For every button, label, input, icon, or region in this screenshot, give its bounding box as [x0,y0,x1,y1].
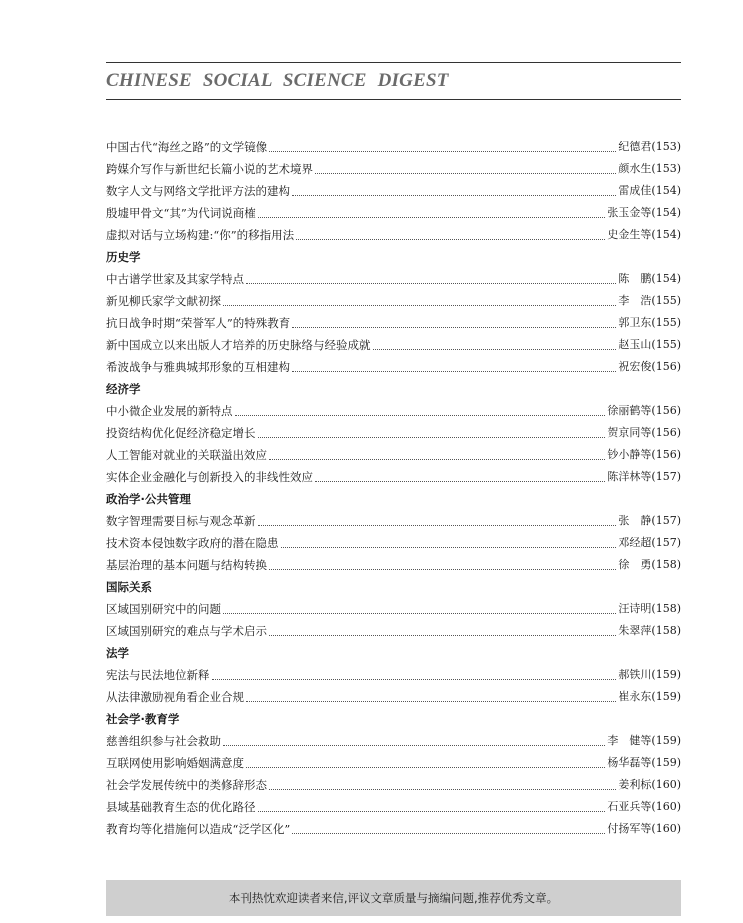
toc-entry[interactable] [106,510,681,532]
toc-entry-title: 教育均等化措施何以造成“泛学区化” [106,822,291,836]
dot-leader [281,547,617,548]
toc-entry[interactable] [106,554,681,576]
toc-entry-title: 社会学发展传统中的类修辞形态 [106,778,267,792]
toc-entry[interactable] [106,158,681,180]
toc-entry-title: 中国古代“海丝之路”的文学镜像 [106,140,268,154]
toc-entry-title: 人工智能对就业的关联溢出效应 [106,448,267,462]
journal-title: CHINESE SOCIAL SCIENCE DIGEST [106,70,449,91]
toc-entry-title: 实体企业金融化与创新投入的非线性效应 [106,470,313,484]
toc-entry-author-page: 陈洋林等(157) [607,470,681,483]
toc-entry-author-page: 雷成佳(154) [618,184,681,197]
toc-entry-title: 新见柳氏家学文献初探 [106,294,221,308]
dot-leader [292,371,616,372]
toc-entry[interactable] [106,290,681,312]
toc-entry-author-page: 史金生等(154) [607,228,681,241]
toc-entry-author-page: 郝铁川(159) [618,668,681,681]
toc-entry-title: 区域国别研究的难点与学术启示 [106,624,267,638]
toc-entry-author-page: 李 浩(155) [618,294,681,307]
toc-entry-title: 基层治理的基本问题与结构转换 [106,558,267,572]
toc-entry[interactable] [106,598,681,620]
toc-entry-title: 新中国成立以来出版人才培养的历史脉络与经验成就 [106,338,371,352]
section-heading: 经济学 [106,382,141,396]
toc-entry[interactable] [106,422,681,444]
toc-entry-title: 互联网使用影响婚姻满意度 [106,756,244,770]
section-heading: 历史学 [106,250,141,264]
toc-entry-author-page: 徐 勇(158) [618,558,681,571]
footer-text: 本刊热忱欢迎读者来信,评议文章质量与摘编问题,推荐优秀文章。 [228,891,559,905]
toc-entry-author-page: 贺京同等(156) [607,426,681,439]
toc-entry-title: 宪法与民法地位新释 [106,668,210,682]
dot-leader [269,151,616,152]
toc-entry[interactable] [106,752,681,774]
toc-entry[interactable] [106,686,681,708]
dot-leader [315,173,616,174]
toc-entry-title: 中古谱学世家及其家学特点 [106,272,244,286]
toc-entry-author-page: 陈 鹏(154) [618,272,681,285]
toc-entry-title: 虚拟对话与立场构建:“你”的移指用法 [106,228,295,242]
toc-entry-author-page: 石亚兵等(160) [607,800,681,813]
toc-entry-author-page: 钞小静等(156) [607,448,681,461]
toc-entry[interactable] [106,532,681,554]
section-heading: 政治学·公共管理 [106,492,191,506]
toc-entry[interactable] [106,444,681,466]
section-heading: 社会学·教育学 [106,712,180,726]
toc-entry[interactable] [106,136,681,158]
toc-entry-author-page: 杨华磊等(159) [607,756,681,769]
dot-leader [246,283,616,284]
page-header [106,62,681,100]
toc-entry-title: 区域国别研究中的问题 [106,602,221,616]
toc-entry-author-page: 崔永东(159) [618,690,681,703]
dot-leader [296,239,605,240]
toc-entry[interactable] [106,730,681,752]
toc-entry-title: 县域基础教育生态的优化路径 [106,800,256,814]
dot-leader [246,701,616,702]
dot-leader [292,195,616,196]
toc-entry-author-page: 徐丽鹤等(156) [607,404,681,417]
toc-entry-title: 从法律激励视角看企业合规 [106,690,244,704]
dot-leader [223,613,616,614]
toc-entry-title: 殷墟甲骨文“其”为代词说商榷 [106,206,256,220]
dot-leader [269,569,616,570]
toc-entry[interactable] [106,774,681,796]
toc-entry-author-page: 姜利标(160) [618,778,681,791]
toc-entry-author-page: 付扬军等(160) [607,822,681,835]
dot-leader [258,811,606,812]
section-heading: 法学 [106,646,129,660]
toc-entry-title: 数字智理需要目标与观念革新 [106,514,256,528]
toc-entry[interactable] [106,466,681,488]
toc-entry[interactable] [106,818,681,840]
toc-entry[interactable] [106,268,681,290]
dot-leader [223,305,616,306]
dot-leader [223,745,605,746]
table-of-contents [106,136,681,840]
footer-notice [106,880,681,916]
toc-entry-title: 抗日战争时期“荣誉军人”的特殊教育 [106,316,291,330]
dot-leader [269,789,616,790]
toc-entry-author-page: 邓经超(157) [618,536,681,549]
toc-entry-author-page: 颜水生(153) [618,162,681,175]
dot-leader [292,327,616,328]
toc-entry[interactable] [106,202,681,224]
toc-entry[interactable] [106,620,681,642]
toc-entry-title: 投资结构优化促经济稳定增长 [106,426,256,440]
toc-entry-author-page: 李 健等(159) [607,734,681,747]
toc-entry-author-page: 赵玉山(155) [618,338,681,351]
dot-leader [315,481,605,482]
section-heading: 国际关系 [106,580,152,594]
toc-entry[interactable] [106,180,681,202]
toc-entry-author-page: 郭卫东(155) [618,316,681,329]
dot-leader [292,833,605,834]
toc-entry-author-page: 张 静(157) [618,514,681,527]
dot-leader [258,217,606,218]
dot-leader [269,459,605,460]
toc-entry[interactable] [106,224,681,246]
toc-entry-author-page: 朱翠萍(158) [618,624,681,637]
toc-entry-title: 慈善组织参与社会救助 [106,734,221,748]
toc-entry-author-page: 张玉金等(154) [607,206,681,219]
dot-leader [269,635,616,636]
toc-entry-author-page: 祝宏俊(156) [618,360,681,373]
toc-entry-title: 技术资本侵蚀数字政府的潜在隐患 [106,536,279,550]
toc-entry-author-page: 汪诗明(158) [618,602,681,615]
dot-leader [235,415,606,416]
toc-entry[interactable] [106,312,681,334]
toc-entry-title: 跨媒介写作与新世纪长篇小说的艺术境界 [106,162,313,176]
toc-entry[interactable] [106,796,681,818]
toc-entry-author-page: 纪德君(153) [618,140,681,153]
dot-leader [258,437,606,438]
dot-leader [373,349,617,350]
toc-entry-title: 数字人文与网络文学批评方法的建构 [106,184,290,198]
toc-entry[interactable] [106,664,681,686]
dot-leader [246,767,605,768]
dot-leader [258,525,617,526]
dot-leader [212,679,617,680]
toc-entry[interactable] [106,356,681,378]
toc-entry[interactable] [106,400,681,422]
toc-entry-title: 中小微企业发展的新特点 [106,404,233,418]
toc-entry[interactable] [106,334,681,356]
toc-entry-title: 希波战争与雅典城邦形象的互相建构 [106,360,290,374]
